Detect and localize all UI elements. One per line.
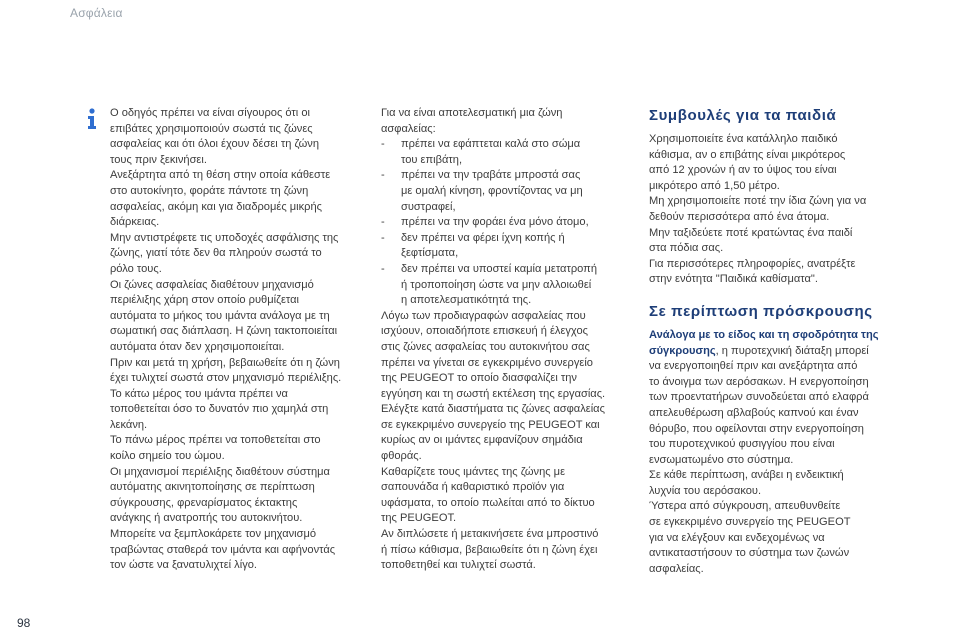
text-line: στην ενότητα "Παιδικά καθίσματα".	[649, 273, 818, 286]
text-line: τραβώντας σταθερά τον ιμάντα και αφήνοντάς	[110, 543, 336, 556]
list-item	[381, 153, 643, 169]
text-line: κοίλο σημείο του ώμου.	[110, 450, 225, 463]
list-dash	[381, 278, 401, 294]
text-line: Πριν και μετά τη χρήση, βεβαιωθείτε ότι η ζώνη	[110, 356, 340, 369]
list-item-text: του επιβάτη,	[401, 153, 463, 166]
text-line: περιέλιξης χάρη στον οποίο ρυθμίζεται	[110, 294, 300, 307]
text-line: τους πριν ξεκινήσει.	[110, 153, 207, 166]
text-line: ισχύουν, οποιαδήποτε επισκευή ή έλεγχος	[381, 325, 588, 338]
text-line: Ο οδηγός πρέπει να είναι σίγουρος ότι οι	[110, 107, 310, 119]
text-line: μικρότερο από 1,50 μέτρο.	[649, 179, 780, 192]
text-line: για να ελέγξουν και ενδεχομένως να	[649, 531, 825, 544]
list-item	[381, 293, 643, 309]
text-line: στα πόδια σας.	[649, 242, 724, 255]
list-dash	[381, 184, 401, 200]
list-dash: -	[381, 231, 385, 244]
list-item-text: δεν πρέπει να υποστεί καμία μετατροπή	[401, 262, 597, 275]
text-line: φθοράς.	[381, 450, 422, 463]
text-line: υφάσματα, το οποίο πωλείται από το δίκτυο	[381, 496, 595, 509]
text-line: ασφαλείας:	[381, 122, 436, 135]
text-line: επιβάτες χρησιμοποιούν σωστά τις ζώνες	[110, 122, 313, 135]
text-line: Ελέγξτε κατά διαστήματα τις ζώνες ασφαλείας	[381, 403, 605, 416]
text-line: Το κάτω μέρος του ιμάντα πρέπει να	[110, 387, 288, 400]
children-advice-text	[649, 132, 907, 288]
list-item	[381, 184, 643, 200]
text-line: πρέπει να γίνεται σε εγκεκριμένο συνεργείο	[381, 356, 593, 369]
page-number: 98	[17, 616, 31, 630]
text-line: θόρυβο, που οφείλονται στην ενεργοποίηση	[649, 422, 864, 435]
text-line: Αν διπλώσετε ή μετακινήσετε ένα μπροστινό	[381, 528, 599, 541]
text-line: αυτόματης ακινητοποίησης σε περίπτωση	[110, 481, 315, 494]
effectiveness-intro	[381, 106, 643, 137]
text-line: Μην ταξιδεύετε ποτέ κρατώντας ένα παιδί	[649, 226, 853, 239]
list-item-text: με ομαλή κίνηση, φροντίζοντας να μη	[401, 184, 583, 197]
list-item-text: η αποτελεσματικότητά της.	[401, 294, 532, 307]
text-line: στο αυτοκίνητο, φοράτε πάντοτε τη ζώνη	[110, 184, 309, 197]
text-line: ασφαλείας, ακόμη και για διαδρομές μικρής	[110, 200, 322, 213]
text-line: τοποθετείται όσο το δυνατόν πιο χαμηλά στη	[110, 403, 329, 416]
list-item-text: πρέπει να εφάπτεται καλά στο σώμα	[401, 138, 581, 151]
list-item	[381, 278, 643, 294]
text-line: Χρησιμοποιείτε ένα κατάλληλο παιδικό	[649, 133, 838, 145]
list-item	[381, 200, 643, 216]
list-item	[381, 168, 643, 184]
text-line: τοποθετηθεί και τυλιχτεί σωστά.	[381, 559, 536, 572]
list-dash: -	[381, 138, 385, 151]
list-dash	[381, 153, 401, 169]
seatbelt-intro-text	[110, 106, 378, 574]
column-middle	[381, 106, 643, 574]
list-item-text: πρέπει να την τραβάτε μπροστά σας	[401, 169, 581, 182]
page-header-title: Ασφάλεια	[70, 6, 123, 20]
list-item-text: πρέπει να την φοράει ένα μόνο άτομο,	[401, 216, 589, 229]
list-item-text: ή τροποποίηση ώστε να μην αλλοιωθεί	[401, 278, 592, 291]
collision-lead-line-2	[649, 344, 907, 360]
text-line: κυρίως αν οι ιμάντες εμφανίζουν σημάδια	[381, 434, 583, 447]
text-line: σύγκρουσης, φρεναρίσματος έκτακτης	[110, 496, 298, 509]
list-item-text: δεν πρέπει να φέρει ίχνη κοπής ή	[401, 231, 565, 244]
text-line: αντικαταστήσουν το σύστημα των ζωνών	[649, 547, 850, 560]
text-line: Οι μηχανισμοί περιέλιξης διαθέτουν σύστημα	[110, 465, 330, 478]
text-line: λυχνία του αερόσακου.	[649, 484, 762, 497]
text-line: ρόλο τους.	[110, 262, 162, 275]
info-icon	[85, 108, 99, 130]
header-band	[0, 0, 960, 24]
collision-lead-bold: Ανάλογα με το είδος και τη σφοδρότητα της	[649, 328, 879, 341]
text-line: Το πάνω μέρος πρέπει να τοποθετείται στο	[110, 434, 321, 447]
column-right	[649, 106, 907, 577]
text-line: σε εγκεκριμένο συνεργείο της PEUGEOT	[649, 516, 851, 529]
text-line: τον ώστε να ξανατυλιχτεί λίγο.	[110, 559, 257, 572]
list-item-text: συστραφεί,	[401, 200, 456, 213]
text-line: του πυροτεχνικού φυσιγγίου που είναι	[649, 438, 835, 451]
section-title-children: Συμβουλές για τα παιδιά	[649, 107, 837, 124]
section-title-collision: Σε περίπτωση πρόσκρουσης	[649, 302, 873, 320]
list-item	[381, 262, 643, 278]
text-line: των προεντατήρων συνοδεύεται από ελαφρά	[649, 391, 869, 404]
text-line: Λόγω των προδιαγραφών ασφαλείας που	[381, 309, 586, 322]
text-line: Οι ζώνες ασφαλείας διαθέτουν μηχανισμό	[110, 278, 314, 291]
text-line: κάθισμα, αν ο επιβάτης είναι μικρότερος	[649, 148, 846, 161]
text-line: Καθαρίζετε τους ιμάντες της ζώνης με	[381, 465, 566, 478]
text-line: της PEUGEOT.	[381, 512, 457, 525]
text-line: να ενεργοποιηθεί πριν και ανεξάρτητα από	[649, 360, 858, 373]
text-line: σωματική σας διάπλαση. Η ζώνη τακτοποιείται	[110, 325, 338, 338]
text-line: Για να είναι αποτελεσματική μια ζώνη	[381, 107, 563, 119]
text-line: σαπουνάδα ή καθαριστικό προϊόν για	[381, 481, 565, 494]
text-line: Μην αντιστρέφετε τις υποδοχές ασφάλισης της	[110, 231, 339, 244]
text-line: ασφαλείας.	[649, 562, 704, 575]
collision-lead-rest: , η πυροτεχνική διάταξη μπορεί	[715, 344, 869, 357]
list-item	[381, 246, 643, 262]
text-line: εγγύηση και τη σωστή εκτέλεση της εργασίας.	[381, 387, 606, 400]
list-item	[381, 231, 643, 247]
collision-lead-bold-2: σύγκρουσης	[649, 344, 716, 357]
list-dash: -	[381, 169, 385, 182]
text-line: της PEUGEOT το οποίο διασφαλίζει την	[381, 372, 577, 385]
column-left	[110, 106, 378, 574]
text-line: αυτόματα όταν δεν χρησιμοποιείται.	[110, 340, 285, 353]
text-line: αυτόματα το μήκος του ιμάντα ανάλογα με τη	[110, 309, 330, 322]
maintenance-text	[381, 309, 643, 574]
text-line: το άνοιγμα των αερόσακων. Η ενεργοποίηση	[649, 375, 869, 388]
text-line: Ύστερα από σύγκρουση, απευθυνθείτε	[649, 500, 841, 513]
list-item-text: ξεφτίσματα,	[401, 247, 459, 260]
text-line: ενσωματωμένο στο σύστημα.	[649, 453, 794, 466]
list-dash	[381, 200, 401, 216]
text-line: Ανεξάρτητα από τη θέση στην οποία κάθεστε	[110, 169, 331, 182]
list-dash: -	[381, 262, 385, 275]
text-line: στις ζώνες ασφαλείας του αυτοκινήτου σας	[381, 340, 590, 353]
text-line: διάρκειας.	[110, 216, 160, 229]
list-dash: -	[381, 216, 385, 229]
list-dash	[381, 293, 401, 309]
list-item	[381, 215, 643, 231]
list-dash	[381, 246, 401, 262]
text-line: λεκάνη.	[110, 418, 148, 431]
collision-lead-line	[649, 328, 907, 344]
text-line: ασφαλείας και ότι όλοι έχουν δέσει τη ζώνη	[110, 138, 319, 151]
text-line: σε εγκεκριμένο συνεργείο της PEUGEOT και	[381, 418, 600, 431]
text-line: ανάγκης ή ανατροπής του αυτοκινήτου.	[110, 512, 303, 525]
text-line: απελευθέρωση αβλαβούς καπνού και έναν	[649, 406, 859, 419]
text-line: Σε κάθε περίπτωση, ανάβει η ενδεικτική	[649, 469, 844, 482]
list-item	[381, 137, 643, 153]
effectiveness-list	[381, 137, 643, 309]
text-line: από 12 χρονών ή αν το ύψος του είναι	[649, 164, 837, 177]
text-line: ζώνης, γιατί τότε δεν θα πληρούν σωστά το	[110, 247, 322, 260]
text-line: Μη χρησιμοποιείτε ποτέ την ίδια ζώνη για να	[649, 195, 867, 208]
text-line: Για περισσότερες πληροφορίες, ανατρέξτε	[649, 257, 856, 270]
text-line: ή πίσω κάθισμα, βεβαιωθείτε ότι η ζώνη έχει	[381, 543, 598, 556]
text-line: έχει τυλιχτεί σωστά στον μηχανισμό περιέλιξης.	[110, 372, 342, 385]
text-line: δεθούν περισσότερα από ένα άτομα.	[649, 210, 830, 223]
collision-text	[649, 359, 907, 577]
text-line: Μπορείτε να ξεμπλοκάρετε τον μηχανισμό	[110, 528, 317, 541]
